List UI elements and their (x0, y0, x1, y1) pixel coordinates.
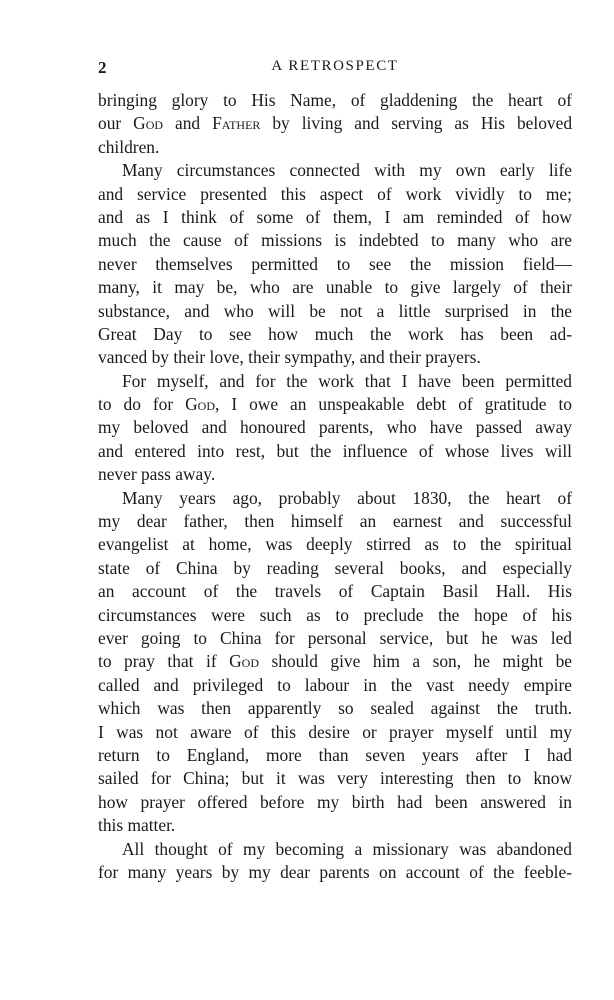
text-line: children. (98, 136, 160, 157)
text-segment: and (163, 113, 213, 134)
text-line: ever going to China for personal service, but he was led (98, 627, 572, 648)
text-line: sailed for China; but it was very interesting then to know (98, 768, 572, 789)
text-segment: our (98, 113, 134, 134)
text-line (98, 650, 572, 673)
running-head: A RETROSPECT (271, 58, 399, 74)
text-line: much the cause of missions is indebted to many who are (98, 230, 572, 251)
text-line: and service presented this aspect of work vividly to me; (98, 183, 572, 204)
text-line (98, 393, 572, 416)
text-line: All thought of my becoming a missionary was abandoned (122, 838, 572, 859)
text-segment: to do for (98, 394, 186, 415)
text-line: an account of the travels of Captain Basil Hall. His (98, 581, 572, 602)
text-line: Great Day to see how much the work has been ad- (98, 323, 572, 344)
text-line: Many circumstances connected with my own early life (122, 160, 572, 181)
text-line: my beloved and honoured parents, who have passed away (98, 417, 572, 438)
body-text (98, 89, 572, 884)
text-line: I was not aware of this desire or prayer myself until my (98, 721, 572, 742)
text-line: for many years by my dear parents on account of the feeble- (98, 861, 572, 882)
text-line: vanced by their love, their sympathy, and their prayers. (98, 347, 481, 368)
page-number: 2 (98, 58, 107, 77)
text-line: called and privileged to labour in the vast needy empire (98, 674, 572, 695)
small-caps-word: Father (212, 113, 261, 134)
small-caps-word: God (185, 394, 216, 415)
text-line: return to England, more than seven years after I had (98, 744, 572, 765)
text-line: bringing glory to His Name, of gladdening the heart of (98, 90, 572, 110)
text-segment: should give him a son, he might be (259, 651, 572, 672)
text-line: never pass away. (98, 464, 216, 485)
text-segment: , I owe an unspeakable debt of gratitude to (215, 394, 572, 415)
text-line: and entered into rest, but the influence of whose lives will (98, 440, 572, 461)
text-line: circumstances were such as to preclude the hope of his (98, 604, 572, 625)
text-line: many, it may be, who are unable to give largely of their (98, 277, 572, 298)
text-line (98, 112, 572, 135)
text-segment: to pray that if (98, 651, 230, 672)
text-line: substance, and who will be not a little surprised in the (98, 300, 572, 321)
small-caps-word: God (229, 651, 260, 672)
small-caps-word: God (133, 113, 164, 134)
text-line: Many years ago, probably about 1830, the heart of (122, 487, 572, 508)
text-line: this matter. (98, 815, 176, 836)
text-line: which was then apparently so sealed against the truth. (98, 698, 572, 719)
text-line: evangelist at home, was deeply stirred as to the spiritual (98, 534, 572, 555)
text-segment: by living and serving as His beloved (260, 113, 572, 134)
text-line: my dear father, then himself an earnest and successful (98, 511, 572, 532)
text-line: never themselves permitted to see the mission field— (98, 253, 572, 274)
text-line: state of China by reading several books, and especially (98, 557, 572, 578)
text-line: how prayer offered before my birth had been answered in (98, 791, 572, 812)
text-line: and as I think of some of them, I am reminded of how (98, 206, 572, 227)
text-line: For myself, and for the work that I have been permitted (122, 370, 572, 391)
page-header (98, 58, 572, 82)
